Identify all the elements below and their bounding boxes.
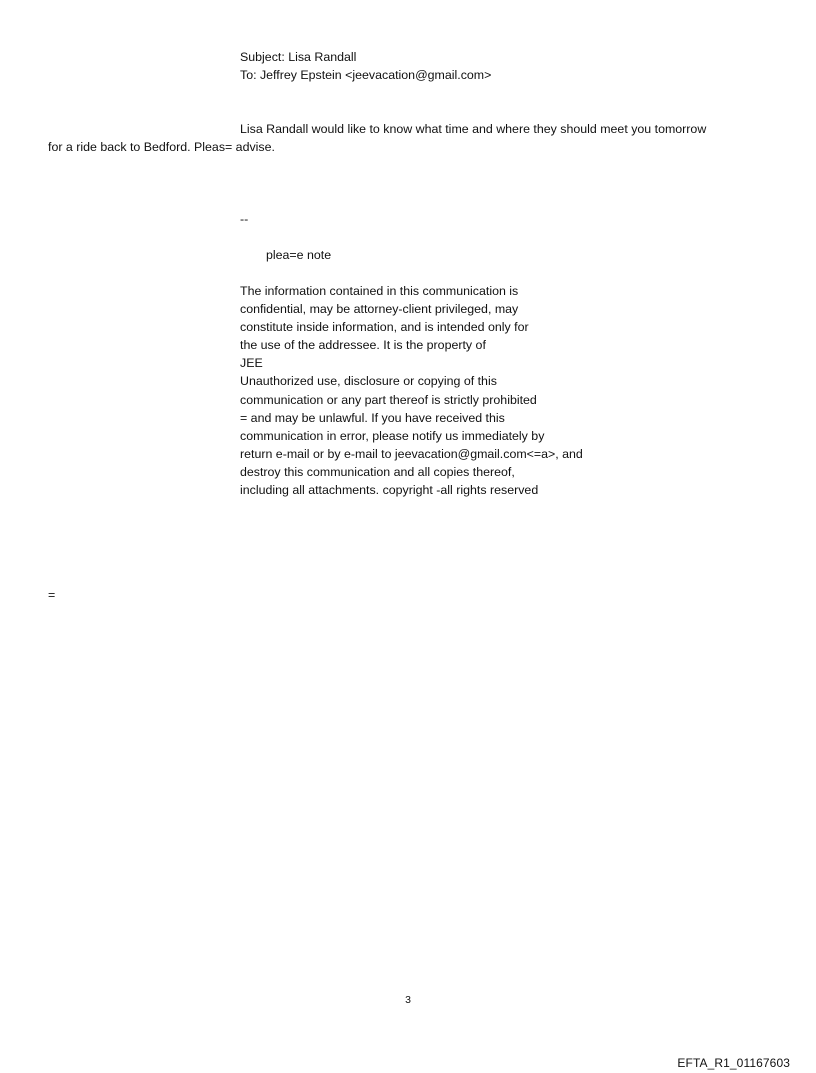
disclaimer-line: = and may be unlawful. If you have received this [240, 410, 505, 425]
disclaimer-line: JEE [240, 356, 263, 371]
signature-separator: -- [240, 212, 249, 226]
trailing-mark: = [48, 588, 56, 602]
disclaimer-line: destroy this communication and all copies thereof, [240, 464, 515, 479]
to-line: To: Jeffrey Epstein <jeevacation@gmail.com> [240, 68, 492, 82]
body-line-1: Lisa Randall would like to know what time and where they should meet you tomorrow [240, 122, 707, 136]
disclaimer-line: communication in error, please notify us immediately by [240, 428, 545, 443]
disclaimer-line: return e-mail or by e-mail to jeevacation@gmail.com<=a>, and [240, 446, 583, 461]
disclaimer-line: confidential, may be attorney-client privileged, may [240, 302, 519, 317]
disclaimer-line: including all attachments. copyright -all rights reserved [240, 483, 539, 498]
disclaimer-line: the use of the addressee. It is the property of [240, 338, 486, 353]
disclaimer-block [240, 282, 583, 499]
body-line-2: for a ride back to Bedford. Pleas= advise. [48, 140, 275, 154]
disclaimer-line: Unauthorized use, disclosure or copying of this [240, 374, 497, 389]
disclaimer-line: The information contained in this communication is [240, 284, 519, 298]
bates-number: EFTA_R1_01167603 [677, 1056, 790, 1070]
signature-note: plea=e note [266, 248, 332, 262]
subject-line: Subject: Lisa Randall [240, 50, 357, 64]
disclaimer-line: constitute inside information, and is intended only for [240, 320, 529, 335]
disclaimer-line: communication or any part thereof is strictly prohibited [240, 392, 537, 407]
page-number: 3 [405, 994, 411, 1006]
